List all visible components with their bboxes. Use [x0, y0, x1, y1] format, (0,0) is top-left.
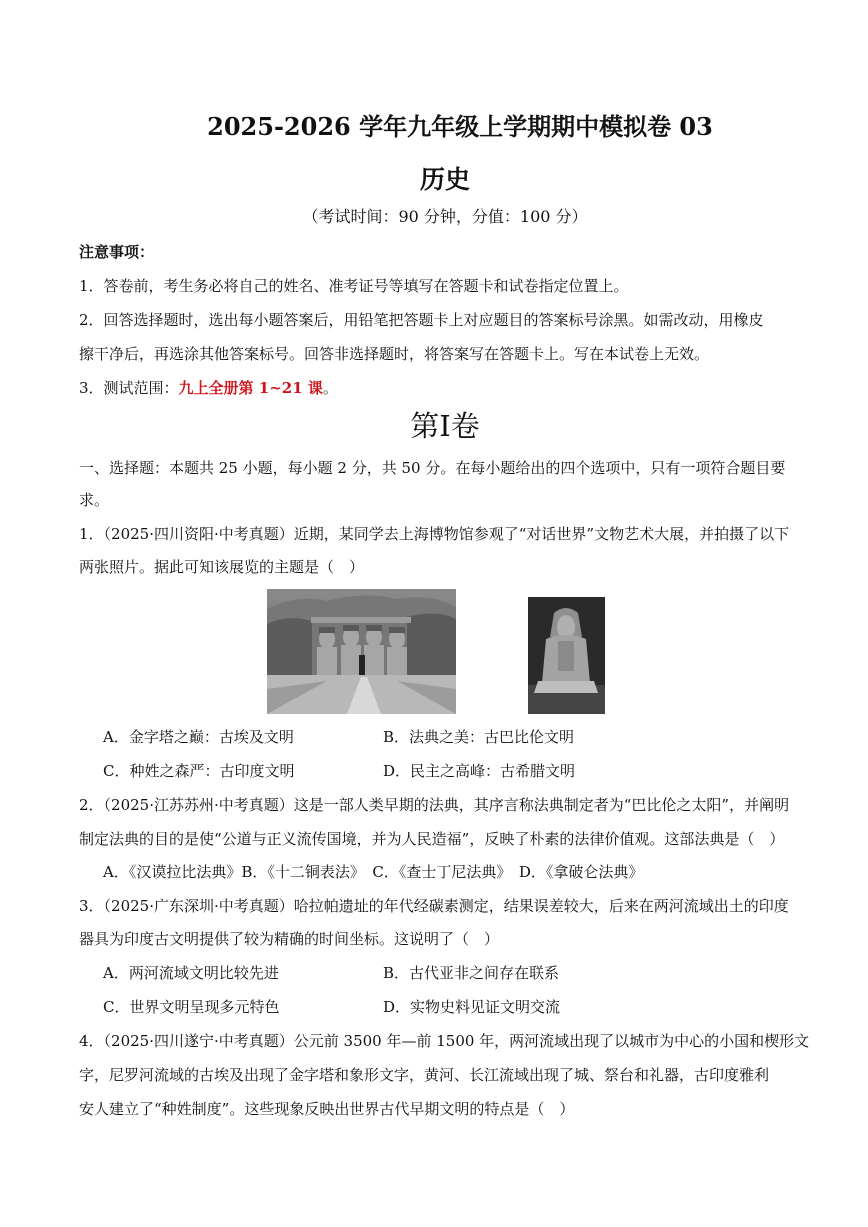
q3-line2: 器具为印度古文明提供了较为精确的时间坐标。这说明了（ ） — [79, 930, 500, 948]
q1-option-c: C．种姓之森严：古印度文明 — [103, 762, 295, 780]
note-item-3-prefix: 3．测试范围： — [79, 379, 179, 397]
test-scope: 九上全册第 1~21 课 — [178, 379, 323, 397]
q3-line1: 3．（2025·广东深圳·中考真题）哈拉帕遗址的年代经碳素测定，结果误差较大，后来在两河流域出土的印度 — [79, 897, 789, 915]
q2-line1: 2．（2025·江苏苏州·中考真题）这是一部人类早期的法典，其序言称法典制定者为“巴比伦之太阳”，并阐明 — [79, 796, 790, 814]
q3-option-c: C．世界文明呈现多元特色 — [103, 998, 280, 1016]
q4-line3: 安人建立了“种姓制度”。这些现象反映出世界古代早期文明的特点是（ ） — [79, 1100, 575, 1118]
q4-line2: 字，尼罗河流域的古埃及出现了金字塔和象形文字，黄河、长江流域出现了城、祭台和礼器，古印度雅利 — [79, 1066, 770, 1084]
q2-options: A．《汉谟拉比法典》B．《十二铜表法》 C．《查士丁尼法典》 D．《拿破仑法典》 — [103, 863, 644, 881]
section1-line1: 一、选择题：本题共 25 小题，每小题 2 分，共 50 分。在每小题给出的四个选项中，只有一项符合题目要 — [79, 459, 786, 477]
abu-simbel-temple-photo — [267, 589, 456, 714]
q2-line2: 制定法典的目的是使“公道与正义流传国境，并为人民造福”，反映了朴素的法律价值观。这部法典是（ ） — [79, 830, 785, 848]
q3-option-a: A．两河流域文明比较先进 — [103, 964, 279, 982]
q4-line1: 4．（2025·四川遂宁·中考真题）公元前 3500 年—前 1500 年，两河流域出现了以城市为中心的小国和楔形文 — [79, 1032, 810, 1050]
notes-heading: 注意事项： — [79, 243, 155, 261]
q1-option-b: B．法典之美：古巴比伦文明 — [383, 728, 575, 746]
q3-option-d: D．实物史料见证文明交流 — [383, 998, 561, 1016]
volume-title: 第I卷 — [410, 409, 480, 443]
note-item-3-suffix: 。 — [322, 379, 338, 397]
q3-option-b: B．古代亚非之间存在联系 — [383, 964, 560, 982]
note-item-2-line1: 2．回答选择题时，选出每小题答案后，用铅笔把答题卡上对应题目的答案标号涂黑。如需改动，用橡皮 — [79, 311, 764, 329]
q1-line1: 1．（2025·四川资阳·中考真题）近期，某同学去上海博物馆参观了“对话世界”文物艺术大展，并拍摄了以下 — [79, 525, 790, 543]
sphinx-statue-photo — [528, 597, 605, 714]
q1-option-d: D．民主之高峰：古希腊文明 — [383, 762, 576, 780]
q1-line2: 两张照片。据此可知该展览的主题是（ ） — [79, 558, 365, 576]
note-item-3 — [79, 378, 338, 398]
exam-title: 2025-2026 学年九年级上学期期中模拟卷 03 — [207, 112, 713, 141]
q1-option-a: A．金字塔之巅：古埃及文明 — [103, 728, 294, 746]
exam-info: （考试时间：90 分钟，分值：100 分） — [302, 207, 588, 226]
subject-title: 历史 — [419, 165, 470, 194]
note-item-2-line2: 擦干净后，再选涂其他答案标号。回答非选择题时，将答案写在答题卡上。写在本试卷上无效。 — [79, 345, 710, 363]
section1-line2: 求。 — [79, 491, 110, 509]
note-item-1: 1．答卷前，考生务必将自己的姓名、准考证号等填写在答题卡和试卷指定位置上。 — [79, 277, 629, 295]
